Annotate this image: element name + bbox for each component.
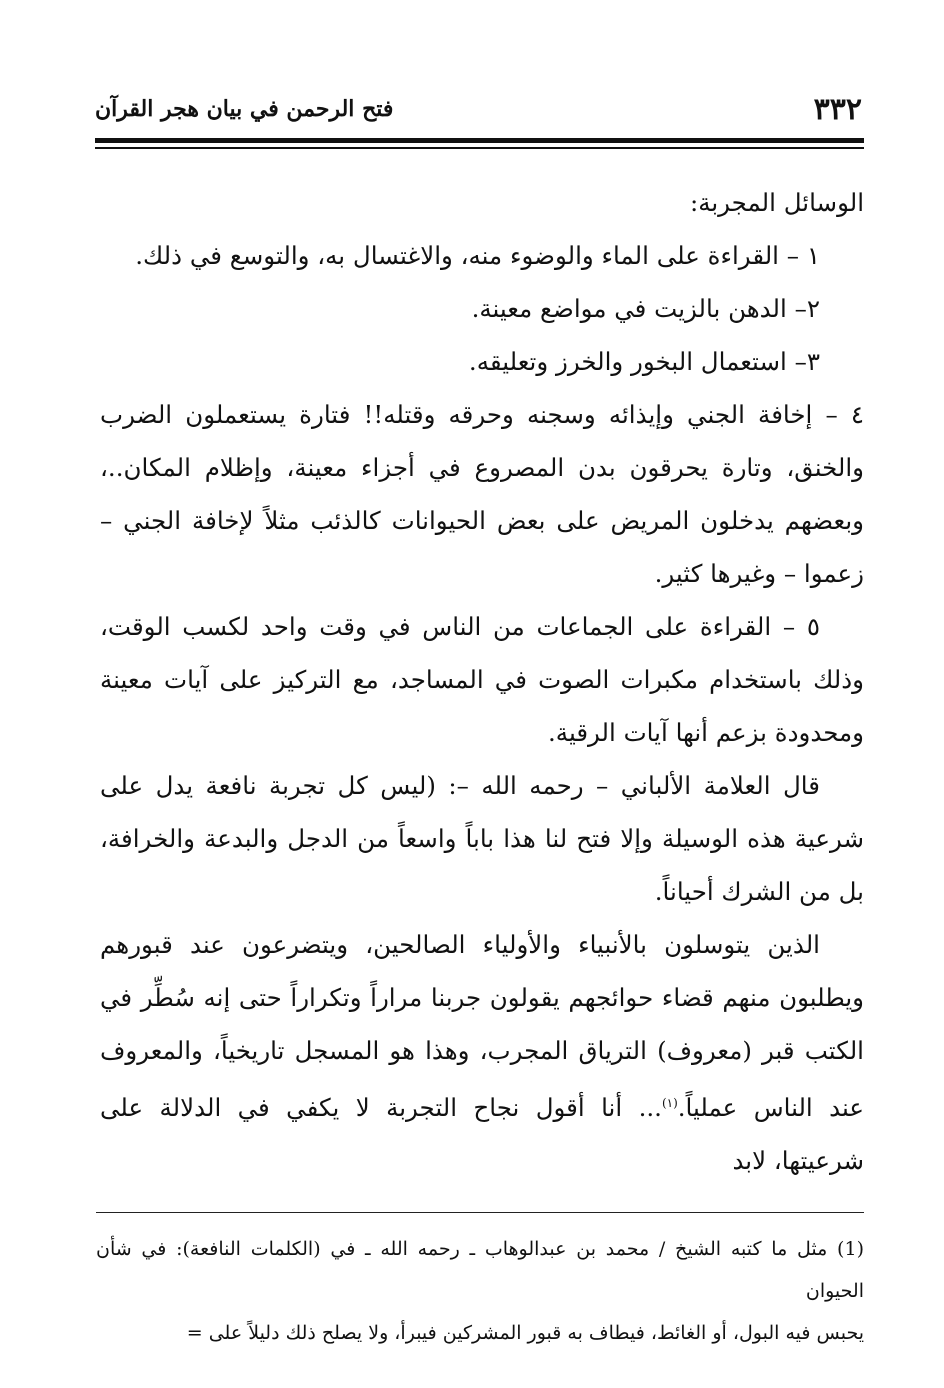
closing-paragraph-tail: ... أنا أقول نجاح التجربة لا يكفي في الدلالة على شرعيتها، لابد	[100, 1093, 864, 1176]
closing-paragraph-text: الذين يتوسلون بالأنبياء والأولياء الصالحين، ويتضرعون عند قبورهم ويطلبون منهم قضاء حوائجهم يقولون جربنا مراراً وتكراراً حتى إنه سُطِّر في الكتب قبر (معروف) الترياق المجرب، وهذا هو المسجل تاريخياً، والمعروف عند الناس عملياً.	[100, 930, 864, 1123]
list-item-3: ٣– استعمال البخور والخرز وتعليقه.	[468, 347, 820, 376]
main-text	[100, 176, 864, 1187]
footnote-line-1: (1) مثل ما كتبه الشيخ / محمد بن عبدالوهاب ـ رحمه الله ـ في (الكلمات النافعة): في شأن الحيوان	[96, 1238, 864, 1302]
footnote-separator	[96, 1212, 864, 1213]
list-item-4: ٤ – إخافة الجني وإيذائه وسجنه وحرقه وقتله!! فتارة يستعملون الضرب والخنق، وتارة يحرقون بدن المصروع في أجزاء معينة، وإظلام المكان..، وبعضهم يدخلون المريض على بعض الحيوانات كالذئب مثلاً لإخافة الجني – زعموا – وغيرها كثير.	[100, 400, 865, 588]
footnote-reference: (١)	[661, 1096, 678, 1110]
section-heading: الوسائل المجربة:	[689, 188, 864, 217]
list-item-1: ١ – القراءة على الماء والوضوء منه، والاغتسال به، والتوسع في ذلك.	[135, 241, 820, 270]
header-rule-thick	[95, 138, 864, 143]
footnotes	[96, 1228, 864, 1354]
page-header	[95, 90, 862, 134]
header-rule-thin	[95, 147, 864, 149]
page-number: ٣٣٢	[813, 92, 862, 127]
list-item-5: ٥ – القراءة على الجماعات من الناس في وقت واحد لكسب الوقت، وذلك باستخدام مكبرات الصوت في المساجد، مع التركيز على آيات معينة ومحدودة بزعم أنها آيات الرقية.	[100, 612, 864, 747]
closing-paragraph	[100, 918, 864, 1187]
running-title: فتح الرحمن في بيان هجر القرآن	[95, 96, 394, 122]
albani-quote: قال العلامة الألباني – رحمه الله –: (ليس كل تجربة نافعة يدل على شرعية هذه الوسيلة وإلا فتح لنا هذا باباً واسعاً من الدجل والبدعة والخرافة، بل من الشرك أحياناً.	[100, 771, 864, 906]
footnote-line-2: يحبس فيه البول، أو الغائط، فيطاف به قبور المشركين فيبرأ، ولا يصلح ذلك دليلاً على =	[186, 1322, 864, 1344]
list-item-2: ٢– الدهن بالزيت في مواضع معينة.	[471, 294, 820, 323]
